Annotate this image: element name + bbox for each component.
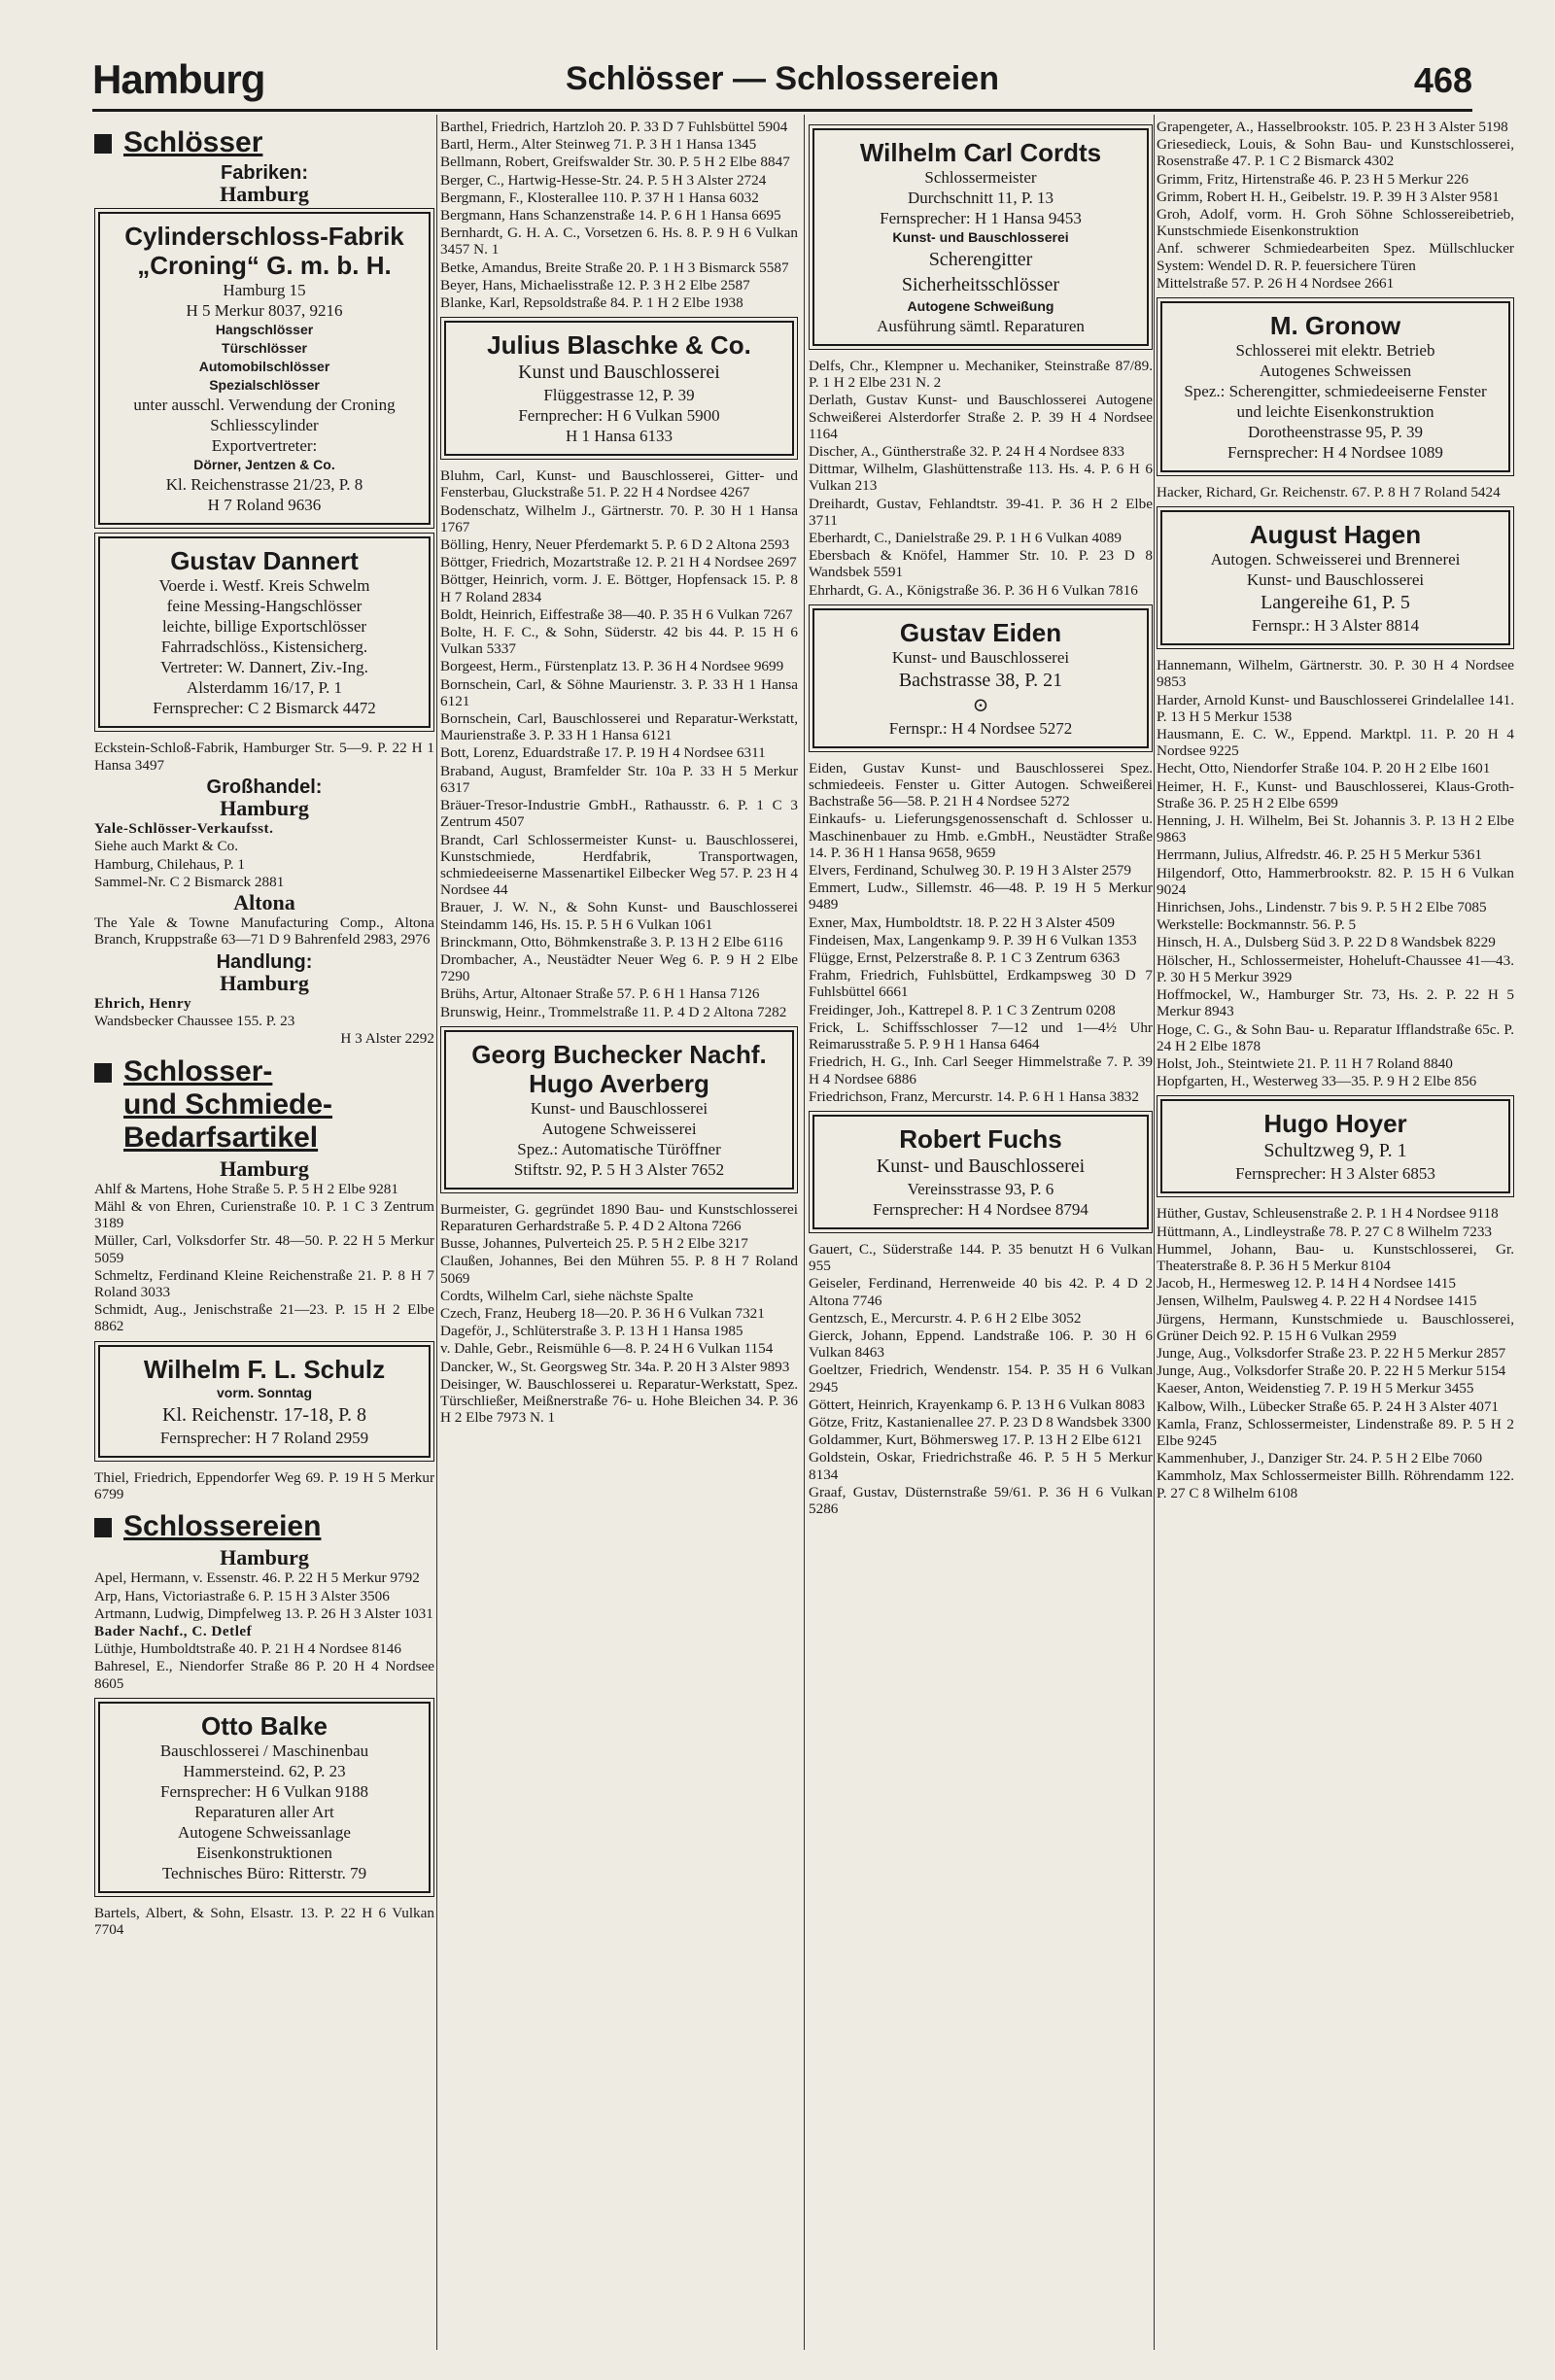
column-divider	[1154, 115, 1155, 2350]
directory-entry: Bellmann, Robert, Greifswalder Str. 30. P. 5 H 2 Elbe 8847	[440, 154, 790, 171]
directory-entry: Lüthje, Humboldtstraße 40. P. 21 H 4 Nordsee 8146	[94, 1640, 401, 1658]
ad-line: Durchschnitt 11, P. 13	[907, 189, 1054, 207]
directory-entry: Eiden, Gustav Kunst- und Bauschlosserei Spez. schmiedeeis. Fenster u. Gitter Autogen. Schweißerei Bachstraße 56—58. P. 21 H 4 Nordsee 5272	[809, 759, 1153, 811]
ad-line: Fernsprecher: H 4 Nordsee 1089	[1227, 443, 1443, 463]
directory-entry: Elvers, Ferdinand, Schulweg 30. P. 19 H 3 Alster 2579	[809, 862, 1131, 880]
section-heading: Schlosser- und Schmiede- Bedarfsartikel	[94, 1055, 434, 1155]
directory-entry: Böttger, Friedrich, Mozartstraße 12. P. 21 H 4 Nordsee 2697	[440, 554, 797, 571]
ad-line: Kunst- und Bauschlosserei	[530, 1098, 708, 1118]
ad-line: Hangschlösser	[215, 322, 314, 338]
ad-line: H 5 Merkur 8037, 9216	[186, 301, 343, 321]
city-heading: Hamburg	[220, 1156, 309, 1181]
page-number: 468	[1413, 60, 1472, 100]
ad-title: Hugo Averberg	[529, 1068, 709, 1098]
directory-entry: Kammenhuber, J., Danziger Str. 24. P. 5 H 2 Elbe 7060	[1157, 1450, 1483, 1467]
ad-title: Otto Balke	[200, 1710, 328, 1741]
directory-entry: Göttert, Heinrich, Krayenkamp 6. P. 13 H 6 Vulkan 8083	[809, 1396, 1145, 1413]
directory-entry: Friedrich, H. G., Inh. Carl Seeger Himmelstraße 7. P. 39 H 4 Nordsee 6886	[809, 1053, 1153, 1087]
ad-line: Reparaturen aller Art	[194, 1802, 334, 1821]
directory-entry: Freidinger, Joh., Kattrepel 8. P. 1 C 3 Zentrum 0208	[809, 1001, 1116, 1018]
ad-box	[812, 128, 1149, 346]
directory-entry: Brunswig, Heinr., Trommelstraße 11. P. 4 D 2 Altona 7282	[440, 1003, 787, 1020]
ad-line: Türschlösser	[222, 340, 307, 357]
ad-line: Kunst- und Bauschlosserei	[891, 647, 1070, 667]
directory-entry: Borgeest, Herm., Fürstenplatz 13. P. 36 H 4 Nordsee 9699	[440, 658, 784, 675]
ad-title: Hugo Hoyer	[1263, 1109, 1407, 1139]
directory-entry: Gierck, Johann, Eppend. Landstraße 106. P. 30 H 6 Vulkan 8463	[809, 1327, 1153, 1362]
directory-entry: Arp, Hans, Victoriastraße 6. P. 15 H 3 Alster 3506	[94, 1587, 390, 1604]
ad-line: Dorotheenstrasse 95, P. 39	[1248, 423, 1423, 442]
directory-entry: Goldammer, Kurt, Böhmersweg 17. P. 13 H 2 Elbe 6121	[809, 1431, 1143, 1449]
ad-line: Technisches Büro: Ritterstr. 79	[161, 1863, 367, 1882]
directory-entry: Burmeister, G. gegründet 1890 Bau- und Kunstschlosserei Reparaturen Gerhardstraße 5. P. 4 D 2 Altona 7266	[440, 1200, 798, 1234]
column-1	[94, 119, 434, 2354]
header-title: Schlösser — Schlossereien	[566, 60, 999, 97]
ad-line: Autogene Schweisserei	[541, 1119, 697, 1138]
ad-box	[98, 536, 431, 728]
directory-entry: Jürgens, Hermann, Kunstschmiede u. Bauschlosserei, Grüner Deich 92. P. 15 H 6 Vulkan 2959	[1157, 1310, 1514, 1344]
ad-line: Spez.: Automatische Türöffner	[517, 1139, 721, 1158]
directory-entry: Findeisen, Max, Langenkamp 9. P. 39 H 6 Vulkan 1353	[809, 931, 1137, 949]
directory-entry: Bluhm, Carl, Kunst- und Bauschlosserei, Gitter- und Fensterbau, Gluckstraße 51. P. 22 H 4 Nordsee 4267	[440, 467, 798, 501]
directory-entry: Dreihardt, Gustav, Fehlandtstr. 39-41. P. 36 H 2 Elbe 3711	[809, 495, 1153, 529]
square-bullet-icon	[94, 134, 112, 154]
directory-entry: Hilgendorf, Otto, Hammerbrookstr. 82. P. 15 H 6 Vulkan 9024	[1157, 864, 1514, 898]
directory-entry: Hoge, C. G., & Sohn Bau- u. Reparatur Ifflandstraße 65c. P. 24 H 2 Elbe 1878	[1157, 1020, 1514, 1054]
ad-line: Eisenkonstruktionen	[196, 1843, 332, 1862]
directory-entry: Jensen, Wilhelm, Paulsweg 4. P. 22 H 4 Nordsee 1415	[1157, 1293, 1477, 1310]
ad-line: Ausführung sämtl. Reparaturen	[877, 317, 1085, 335]
directory-entry: Goeltzer, Friedrich, Wendenstr. 154. P. 35 H 6 Vulkan 2945	[809, 1362, 1153, 1396]
directory-entry: Apel, Hermann, v. Essenstr. 46. P. 22 H 5 Merkur 9792	[94, 1569, 420, 1587]
ad-line: Alsterdamm 16/17, P. 1	[186, 678, 343, 698]
directory-entry: Hoffmockel, W., Hamburger Str. 73, Hs. 2. P. 22 H 5 Merkur 8943	[1157, 986, 1514, 1020]
directory-entry: Bader Nachf., C. Detlef	[94, 1622, 253, 1639]
directory-entry: Siehe auch Markt & Co.	[94, 838, 239, 855]
ad-line: Kunst und Bauschlosserei	[518, 362, 720, 384]
directory-entry: Bahresel, E., Niendorfer Straße 86 P. 20 H 4 Nordsee 8605	[94, 1658, 434, 1692]
directory-entry: Delfs, Chr., Klempner u. Mechaniker, Steinstraße 87/89. P. 1 H 2 Elbe 231 N. 2	[809, 358, 1153, 392]
ad-line: feine Messing-Hangschlösser	[166, 597, 363, 616]
directory-entry: Czech, Franz, Heuberg 18—20. P. 36 H 6 Vulkan 7321	[440, 1304, 765, 1322]
directory-entry: Wandsbecker Chaussee 155. P. 23	[94, 1013, 295, 1030]
ad-title: August Hagen	[1249, 520, 1422, 550]
ad-line: Fernspr.: H 4 Nordsee 5272	[888, 718, 1073, 738]
directory-entry: Brandt, Carl Schlossermeister Kunst- u. Bauschlosserei, Kunstschmiede, Herdfabrik, Transportwagen, schmiedeeiserne Massenartikel Eilbecker Weg 57. P. 23 H 4 Nordsee 44	[440, 831, 798, 899]
directory-entry: Harder, Arnold Kunst- und Bauschlosserei Grindelallee 141. P. 13 H 5 Merkur 1538	[1157, 691, 1514, 725]
ad-box	[98, 212, 431, 525]
directory-entry: Busse, Johannes, Pulverteich 25. P. 5 H 2 Elbe 3217	[440, 1235, 748, 1253]
directory-entry: Brauer, J. W. N., & Sohn Kunst- und Bauschlosserei Steindamm 146, Hs. 15. P. 5 H 6 Vulkan 1061	[440, 899, 798, 933]
city-heading: Hamburg	[220, 796, 309, 821]
directory-entry: Barthel, Friedrich, Hartzloh 20. P. 33 D 7 Fuhlsbüttel 5904	[440, 119, 788, 135]
subheading: Fabriken:	[220, 162, 309, 184]
directory-entry: Graaf, Gustav, Düsternstraße 59/61. P. 36 H 6 Vulkan 5286	[809, 1483, 1153, 1517]
directory-entry: Bergmann, Hans Schanzenstraße 14. P. 6 H 1 Hansa 6695	[440, 207, 781, 224]
directory-entry: Hummel, Johann, Bau- u. Kunstschlosserei, Gr. Theaterstraße 8. P. 36 H 5 Merkur 8104	[1157, 1240, 1514, 1274]
directory-entry: Emmert, Ludw., Sillemstr. 46—48. P. 19 H 5 Merkur 9489	[809, 880, 1153, 914]
ad-line: Autogenes Schweissen	[1259, 362, 1412, 381]
ad-line: Kl. Reichenstr. 17-18, P. 8	[162, 1403, 366, 1426]
ad-box	[812, 608, 1149, 748]
directory-entry: Hinsch, H. A., Dulsberg Süd 3. P. 22 D 8 Wandsbek 8229	[1157, 934, 1496, 951]
directory-entry: Hamburg, Chilehaus, P. 1	[94, 855, 245, 873]
directory-entry: Artmann, Ludwig, Dimpfelweg 13. P. 26 H 3 Alster 1031	[94, 1604, 433, 1622]
directory-entry: Griesedieck, Louis, & Sohn Bau- und Kunstschlosserei, Rosenstraße 47. P. 1 C 2 Bismarck 4302	[1157, 136, 1514, 170]
ad-line: Exportvertreter:	[211, 436, 318, 456]
directory-entry: Ebersbach & Knöfel, Hammer Str. 10. P. 23 D 8 Wandsbek 5591	[809, 547, 1153, 581]
directory-entry: Eberhardt, C., Danielstraße 29. P. 1 H 6 Vulkan 4089	[809, 530, 1122, 547]
ad-line: Spezialschlösser	[209, 377, 320, 394]
ad-box	[1160, 510, 1510, 645]
ad-box	[812, 1115, 1149, 1229]
directory-entry: Müller, Carl, Volksdorfer Str. 48—50. P. 22 H 5 Merkur 5059	[94, 1232, 434, 1266]
square-bullet-icon	[94, 1518, 112, 1537]
directory-entry: Bornschein, Carl, & Söhne Maurienstr. 3. P. 33 H 1 Hansa 6121	[440, 675, 798, 709]
directory-entry: Groh, Adolf, vorm. H. Groh Söhne Schlossereibetrieb, Kunstschmiede Eisenkonstruktion	[1157, 206, 1514, 240]
directory-entry: Bodenschatz, Wilhelm J., Gärtnerstr. 70. P. 30 H 1 Hansa 1767	[440, 501, 798, 535]
directory-entry: Mähl & von Ehren, Curienstraße 10. P. 1 C 3 Zentrum 3189	[94, 1198, 434, 1232]
directory-entry: Yale-Schlösser-Verkaufsst.	[94, 820, 274, 838]
directory-entry: Bernhardt, G. H. A. C., Vorsetzen 6. Hs. 8. P. 9 H 6 Vulkan 3457 N. 1	[440, 224, 798, 259]
directory-entry: Flügge, Ernst, Pelzerstraße 8. P. 1 C 3 Zentrum 6363	[809, 949, 1121, 967]
section-heading: Schlösser	[94, 126, 434, 159]
directory-entry: Gentzsch, E., Mercurstr. 4. P. 6 H 2 Elbe 3052	[809, 1309, 1082, 1327]
ad-line: H 7 Roland 9636	[207, 496, 322, 515]
directory-entry: Bornschein, Carl, Bauschlosserei und Reparatur-Werkstatt, Maurienstraße 3. P. 33 H 1 Hansa 6121	[440, 710, 798, 744]
directory-entry: Ehrich, Henry	[94, 995, 192, 1013]
directory-entry: Exner, Max, Humboldtstr. 18. P. 22 H 3 Alster 4509	[809, 914, 1115, 931]
directory-entry: Heimer, H. F., Kunst- und Bauschlosserei, Klaus-Groth-Straße 36. P. 25 H 2 Elbe 6599	[1157, 777, 1514, 811]
directory-entry: Bergmann, F., Klosterallee 110. P. 37 H 1 Hansa 6032	[440, 189, 759, 206]
ad-line: Bauschlosserei / Maschinenbau	[159, 1741, 369, 1760]
directory-entry: Frahm, Friedrich, Fuhlsbüttel, Erdkampsweg 30 D 7 Fuhlsbüttel 6661	[809, 967, 1153, 1001]
ad-line: Fernsprecher: H 7 Roland 2959	[159, 1428, 369, 1447]
ad-line: Voerde i. Westf. Kreis Schwelm	[158, 576, 370, 596]
column-divider	[804, 115, 805, 2350]
ad-line: Stiftstr. 92, P. 5 H 3 Alster 7652	[513, 1159, 725, 1179]
ad-line: Fernsprecher: H 4 Nordsee 8794	[873, 1199, 1088, 1219]
ad-title: Julius Blaschke & Co.	[487, 330, 751, 361]
ad-title: Wilhelm F. L. Schulz	[143, 1354, 386, 1384]
ad-title: Cylinderschloss-Fabrik	[124, 222, 404, 252]
ad-line: Bachstrasse 38, P. 21	[898, 669, 1063, 691]
directory-entry: Hüttmann, A., Lindleystraße 78. P. 27 C 8 Wilhelm 7233	[1157, 1223, 1493, 1240]
directory-entry: Hecht, Otto, Niendorfer Straße 104. P. 20 H 2 Elbe 1601	[1157, 760, 1491, 777]
directory-entry: Blanke, Karl, Repsoldstraße 84. P. 1 H 2 Elbe 1938	[440, 294, 743, 312]
section-heading: Schlossereien	[94, 1510, 434, 1543]
ad-line: Langereihe 61, P. 5	[1261, 592, 1410, 614]
directory-entry: Anf. schwerer Schmiedearbeiten Spez. Müllschlucker System: Wendel D. R. P. feuersichere Türen	[1157, 240, 1514, 274]
city-heading: Altona	[233, 890, 295, 915]
ad-line: Fernsprecher: H 1 Hansa 9453	[880, 209, 1082, 227]
directory-entry: Bolte, H. F. C., & Sohn, Süderstr. 42 bis 44. P. 15 H 6 Vulkan 5337	[440, 624, 798, 658]
ad-box	[444, 321, 794, 456]
ad-line: Schlosserei mit elektr. Betrieb	[1235, 341, 1435, 361]
ad-title: Wilhelm Carl Cordts	[859, 138, 1102, 167]
subheading: Großhandel:	[206, 776, 323, 798]
directory-entry: Hannemann, Wilhelm, Gärtnerstr. 30. P. 30 H 4 Nordsee 9853	[1157, 657, 1514, 691]
directory-entry: Bartl, Herm., Alter Steinweg 71. P. 3 H 1 Hansa 1345	[440, 136, 757, 154]
ad-line: Dörner, Jentzen & Co.	[193, 457, 335, 473]
square-bullet-icon	[94, 1063, 112, 1083]
directory-entry: Derlath, Gustav Kunst- und Bauschlosserei Autogene Schweißerei Alsterdorfer Straße 2. P. 39 H 4 Nordsee 1164	[809, 392, 1153, 442]
directory-entry: Bräuer-Tresor-Industrie GmbH., Rathausstr. 6. P. 1 C 3 Zentrum 4507	[440, 797, 798, 831]
ad-box	[1160, 301, 1510, 472]
ad-line: Fahrradschlöss., Kistensicherg.	[160, 638, 368, 657]
directory-entry: Brinckmann, Otto, Böhmkenstraße 3. P. 13 H 2 Elbe 6116	[440, 933, 783, 950]
column-4	[1157, 119, 1514, 2354]
ad-line: Autogene Schweißung	[907, 298, 1054, 314]
ad-line: vorm. Sonntag	[216, 1384, 312, 1400]
directory-entry: Herrmann, Julius, Alfredstr. 46. P. 25 H 5 Merkur 5361	[1157, 846, 1482, 864]
directory-entry: Frick, L. Schiffsschlosser 7—12 und 1—4½ Uhr Reimarusstraße 5. P. 9 H 1 Hansa 6464	[809, 1018, 1153, 1053]
column-2	[440, 119, 798, 2354]
directory-entry: Jacob, H., Hermesweg 12. P. 14 H 4 Nordsee 1415	[1157, 1275, 1456, 1293]
ad-line: Schlossermeister	[924, 168, 1037, 187]
ad-line: unter ausschl. Verwendung der Croning Schliesscylinder	[133, 396, 396, 435]
header-rule	[92, 109, 1472, 112]
directory-entry: Cordts, Wilhelm Carl, siehe nächste Spalte	[440, 1287, 694, 1304]
ad-line: Automobilschlösser	[198, 359, 330, 375]
directory-entry: Goldstein, Oskar, Friedrichstraße 46. P. 5 H 5 Merkur 8134	[809, 1449, 1153, 1483]
ad-line: Kunst- und Bauschlosserei	[892, 229, 1069, 245]
directory-entry: Junge, Aug., Volksdorfer Straße 20. P. 22 H 5 Merkur 5154	[1157, 1362, 1506, 1380]
directory-entry: Berger, C., Hartwig-Hesse-Str. 24. P. 5 H 3 Alster 2724	[440, 171, 767, 189]
circle-dot-icon: ⊙	[972, 694, 989, 716]
directory-entry: Werkstelle: Bockmannstr. 56. P. 5	[1157, 916, 1357, 934]
directory-entry: Betke, Amandus, Breite Straße 20. P. 1 H 3 Bismarck 5587	[440, 259, 789, 276]
column-3	[809, 119, 1153, 2354]
ad-box	[444, 1030, 794, 1190]
ad-box	[1160, 1099, 1510, 1193]
directory-entry: Hausmann, E. C. W., Eppend. Marktpl. 11. P. 20 H 4 Nordsee 9225	[1157, 726, 1514, 760]
ad-line: Hamburg 15	[223, 281, 306, 300]
ad-line: Sicherheitsschlösser	[901, 274, 1060, 295]
directory-entry: Ehrhardt, G. A., Königstraße 36. P. 36 H 6 Vulkan 7816	[809, 581, 1138, 599]
ad-line: Kl. Reichenstrasse 21/23, P. 8	[165, 475, 363, 495]
ad-box	[98, 1702, 431, 1893]
directory-entry: Kaeser, Anton, Weidenstieg 7. P. 19 H 5 Merkur 3455	[1157, 1380, 1474, 1397]
directory-entry: Henning, J. H. Wilhelm, Bei St. Johannis 3. P. 13 H 2 Elbe 9863	[1157, 812, 1514, 846]
directory-entry: v. Dahle, Gebr., Reismühle 6—8. P. 24 H 6 Vulkan 1154	[440, 1340, 774, 1358]
ad-line: Autogen. Schweisserei und Brennerei	[1210, 550, 1461, 569]
ad-line: Fernspr.: H 3 Alster 8814	[1251, 616, 1420, 636]
directory-entry: H 3 Alster 2292	[340, 1030, 434, 1048]
ad-line: Vereinsstrasse 93, P. 6	[907, 1179, 1054, 1198]
directory-entry: Einkaufs- u. Lieferungsgenossenschaft d. Schlosser u. Maschinenbauer zu Hmb. e.GmbH., Neustädter Straße 14. P. 36 H 1 Hansa 9658, 9659	[809, 811, 1153, 861]
directory-entry: Boldt, Heinrich, Eiffestraße 38—40. P. 35 H 6 Vulkan 7267	[440, 605, 793, 623]
city-heading: Hamburg	[220, 970, 309, 995]
directory-entry: Grimm, Fritz, Hirtenstraße 46. P. 23 H 5 Merkur 226	[1157, 170, 1469, 188]
directory-entry: Gauert, C., Süderstraße 144. P. 35 benutzt H 6 Vulkan 955	[809, 1240, 1153, 1275]
directory-entry: Brühs, Artur, Altonaer Straße 57. P. 6 H 1 Hansa 7126	[440, 985, 760, 1003]
ad-line: leichte, billige Exportschlösser	[161, 617, 367, 637]
directory-entry: Ahlf & Martens, Hohe Straße 5. P. 5 H 2 Elbe 9281	[94, 1180, 398, 1197]
directory-entry: Drombacher, A., Neustädter Neuer Weg 6. P. 9 H 2 Elbe 7290	[440, 950, 798, 985]
city-heading: Hamburg	[220, 1545, 309, 1570]
ad-line: Fernsprecher: H 3 Alster 6853	[1235, 1164, 1435, 1184]
ad-line: Fernprecher: H 6 Vulkan 5900	[518, 406, 720, 426]
directory-entry: Holst, Joh., Steintwiete 21. P. 11 H 7 Roland 8840	[1157, 1054, 1453, 1072]
directory-entry: Hüther, Gustav, Schleusenstraße 2. P. 1 H 4 Nordsee 9118	[1157, 1205, 1499, 1223]
ad-line: Fernsprecher: C 2 Bismarck 4472	[153, 699, 376, 718]
ad-title: Robert Fuchs	[899, 1123, 1062, 1154]
ad-line: Flüggestrasse 12, P. 39	[543, 386, 695, 405]
city-heading: Hamburg	[220, 182, 309, 207]
directory-entry: Hopfgarten, H., Westerweg 33—35. P. 9 H 2 Elbe 856	[1157, 1073, 1477, 1090]
directory-entry: Hinrichsen, Johs., Lindenstr. 7 bis 9. P. 5 H 2 Elbe 7085	[1157, 899, 1487, 916]
ad-line: Scherengitter	[928, 249, 1033, 270]
directory-entry: Bartels, Albert, & Sohn, Elsastr. 13. P. 22 H 6 Vulkan 7704	[94, 1904, 434, 1938]
directory-entry: Geiseler, Ferdinand, Herrenweide 40 bis 42. P. 4 D 2 Altona 7746	[809, 1275, 1153, 1309]
directory-entry: Dittmar, Wilhelm, Glashüttenstraße 113. Hs. 4. P. 6 H 6 Vulkan 213	[809, 461, 1153, 495]
directory-entry: Schmeltz, Ferdinand Kleine Reichenstraße 21. P. 8 H 7 Roland 3033	[94, 1266, 434, 1301]
directory-entry: Kammholz, Max Schlossermeister Billh. Röhrendamm 122. P. 27 C 8 Wilhelm 6108	[1157, 1467, 1514, 1501]
directory-entry: Eckstein-Schloß-Fabrik, Hamburger Str. 5—9. P. 22 H 1 Hansa 3497	[94, 740, 434, 774]
directory-entry: Böttger, Heinrich, vorm. J. E. Böttger, Hopfensack 15. P. 8 H 7 Roland 2834	[440, 571, 798, 605]
directory-entry: Mittelstraße 57. P. 26 H 4 Nordsee 2661	[1157, 274, 1395, 292]
ad-title: Georg Buchecker Nachf.	[471, 1039, 767, 1069]
directory-entry: Kalbow, Wilh., Lübecker Straße 65. P. 24 H 3 Alster 4071	[1157, 1397, 1500, 1415]
header-city: Hamburg	[92, 56, 265, 102]
directory-entry: Hölscher, H., Schlossermeister, Hoheluft-Chaussee 41—43. P. 30 H 5 Merkur 3929	[1157, 951, 1514, 985]
directory-entry: Claußen, Johannes, Bei den Mühren 55. P. 8 H 7 Roland 5069	[440, 1253, 798, 1287]
directory-entry: The Yale & Towne Manufacturing Comp., Altona Branch, Kruppstraße 63—71 D 9 Bahrenfeld 2983, 2976	[94, 914, 434, 949]
page-header	[92, 56, 1472, 105]
directory-entry: Junge, Aug., Volksdorfer Straße 23. P. 22 H 5 Merkur 2857	[1157, 1344, 1506, 1362]
subheading: Handlung:	[216, 950, 313, 973]
ad-box	[98, 1345, 431, 1458]
directory-entry: Discher, A., Güntherstraße 32. P. 24 H 4 Nordsee 833	[809, 443, 1125, 461]
column-divider	[436, 115, 437, 2350]
directory-entry: Thiel, Friedrich, Eppendorfer Weg 69. P. 19 H 5 Merkur 6799	[94, 1468, 434, 1502]
ad-line: Spez.: Scherengitter, schmiedeeiserne Fenster und leichte Eisenkonstruktion	[1184, 382, 1487, 422]
ad-line: Kunst- und Bauschlosserei	[876, 1155, 1086, 1177]
ad-line: Autogene Schweissanlage	[178, 1822, 351, 1842]
directory-entry: Dancker, W., St. Georgsweg Str. 34a. P. 20 H 3 Alster 9893	[440, 1358, 790, 1375]
directory-entry: Braband, August, Bramfelder Str. 10a P. 33 H 5 Merkur 6317	[440, 762, 798, 796]
ad-line: H 1 Hansa 6133	[565, 427, 673, 446]
directory-entry: Hacker, Richard, Gr. Reichenstr. 67. P. 8 H 7 Roland 5424	[1157, 484, 1501, 501]
ad-title: M. Gronow	[1269, 311, 1401, 341]
directory-entry: Bott, Lorenz, Eduardstraße 17. P. 19 H 4 Nordsee 6311	[440, 744, 766, 762]
directory-entry: Sammel-Nr. C 2 Bismarck 2881	[94, 873, 285, 890]
directory-entry: Götze, Fritz, Kastanienallee 27. P. 23 D 8 Wandsbek 3300	[809, 1413, 1152, 1431]
directory-entry: Grimm, Robert H. H., Geibelstr. 19. P. 39 H 3 Alster 9581	[1157, 188, 1500, 205]
directory-entry: Beyer, Hans, Michaelisstraße 12. P. 3 H 2 Elbe 2587	[440, 276, 750, 293]
directory-entry: Kamla, Franz, Schlossermeister, Lindenstraße 89. P. 5 H 2 Elbe 9245	[1157, 1415, 1514, 1449]
ad-title: Gustav Eiden	[899, 617, 1062, 647]
ad-title: „Croning“ G. m. b. H.	[137, 251, 392, 281]
directory-entry: Friedrichson, Franz, Mercurstr. 14. P. 6 H 1 Hansa 3832	[809, 1087, 1139, 1105]
directory-entry: Deisinger, W. Bauschlosserei u. Reparatur-Werkstatt, Spez. Türschließer, Meißnerstraße 76- u. Hohe Bleichen 34. P. 36 H 2 Elbe 7973 N. 1	[440, 1375, 798, 1427]
directory-entry: Dageför, J., Schlüterstraße 3. P. 13 H 1 Hansa 1985	[440, 1323, 743, 1340]
ad-line: Fernsprecher: H 6 Vulkan 9188	[160, 1781, 368, 1801]
ad-line: Hammersteind. 62, P. 23	[183, 1761, 346, 1780]
ad-line: Vertreter: W. Dannert, Ziv.-Ing.	[160, 658, 368, 677]
directory-entry: Bölling, Henry, Neuer Pferdemarkt 5. P. 6 D 2 Altona 2593	[440, 536, 790, 554]
directory-entry: Schmidt, Aug., Jenischstraße 21—23. P. 15 H 2 Elbe 8862	[94, 1301, 434, 1335]
ad-title: Gustav Dannert	[170, 546, 359, 576]
ad-line: Kunst- und Bauschlosserei	[1246, 570, 1425, 590]
directory-entry: Grapengeter, A., Hasselbrookstr. 105. P. 23 H 3 Alster 5198	[1157, 119, 1508, 135]
ad-line: Schultzweg 9, P. 1	[1263, 1140, 1407, 1162]
